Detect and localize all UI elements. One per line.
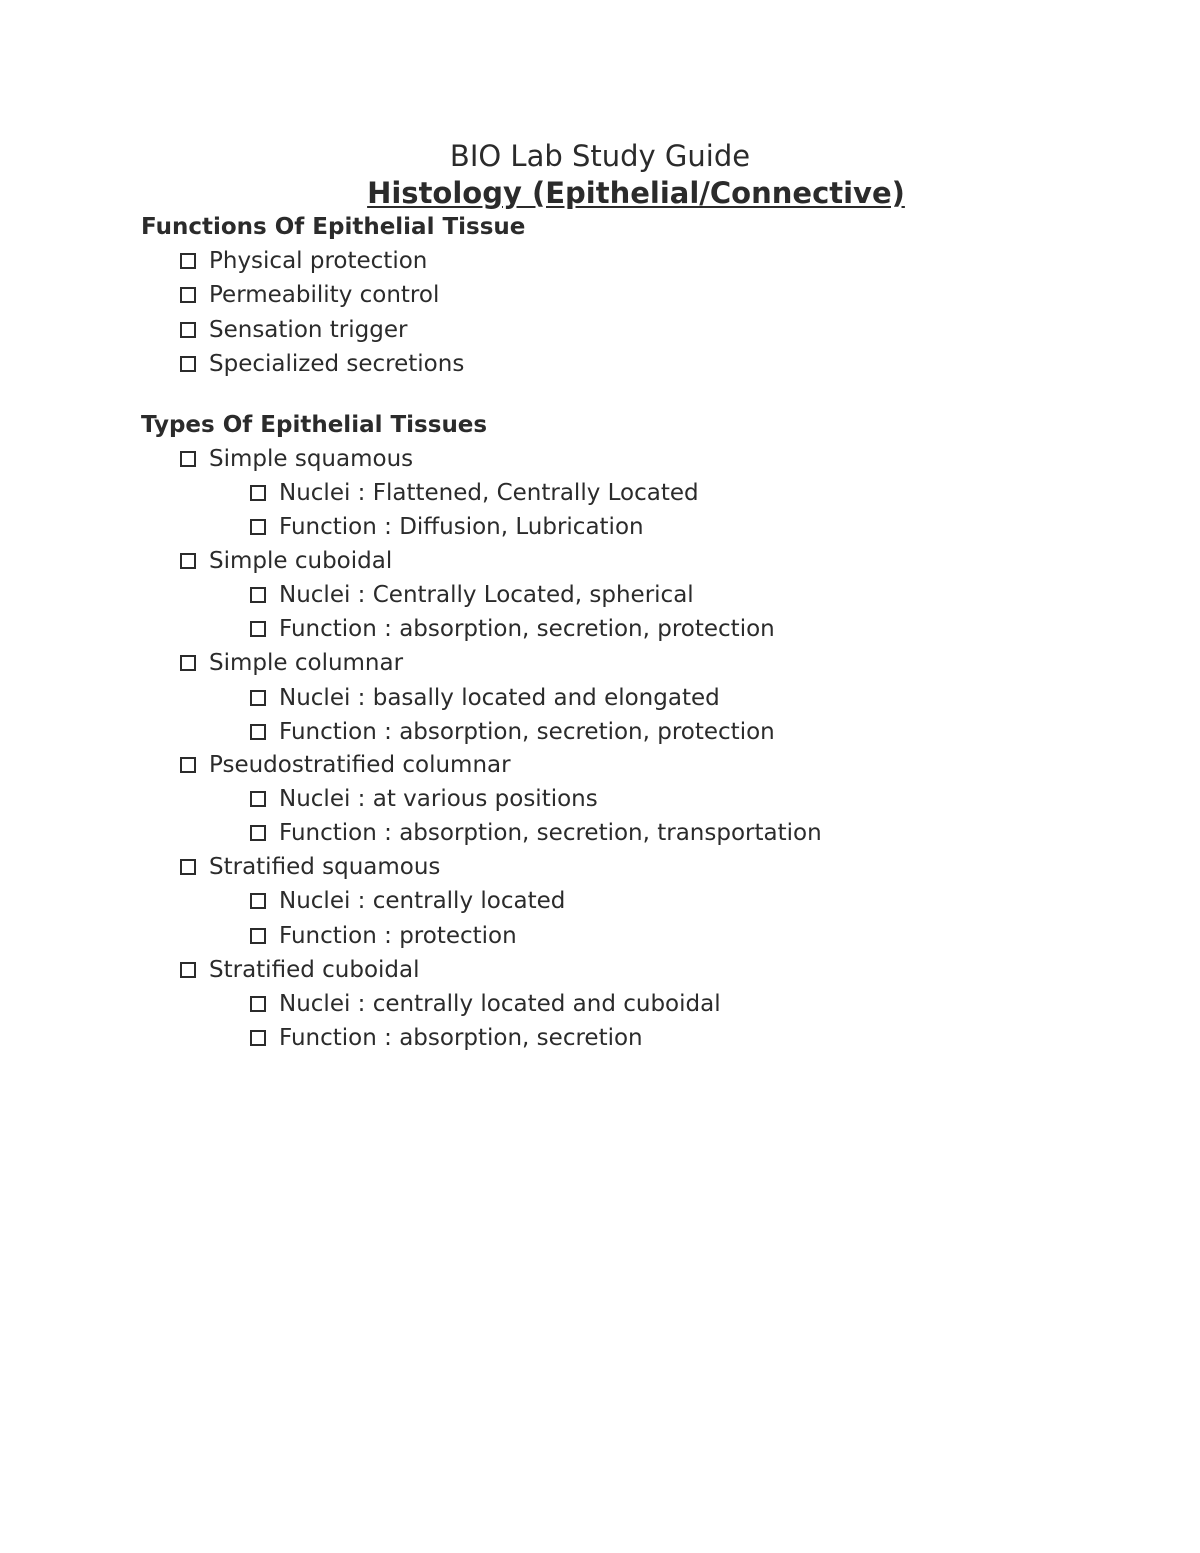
list-subitem-label: Function : absorption, secretion: [279, 1025, 643, 1051]
list-item: [180, 647, 403, 679]
checkbox-icon[interactable]: [250, 928, 266, 944]
list-item-label: Physical protection: [209, 248, 428, 274]
list-item: [180, 954, 420, 986]
list-subitem-label: Nuclei : basally located and elongated: [279, 685, 720, 711]
checkbox-icon[interactable]: [250, 485, 266, 501]
list-item-label: Pseudostratified columnar: [209, 752, 511, 778]
checkbox-icon[interactable]: [250, 519, 266, 535]
list-subitem: [250, 1022, 643, 1054]
list-subitem: [250, 783, 598, 815]
list-item-label: Stratified cuboidal: [209, 957, 420, 983]
checkbox-icon[interactable]: [250, 1030, 266, 1046]
list-subitem: [250, 716, 775, 748]
checkbox-icon[interactable]: [180, 757, 196, 773]
checkbox-icon[interactable]: [180, 287, 196, 303]
list-item: [180, 851, 440, 883]
list-subitem-label: Function : absorption, secretion, transportation: [279, 820, 822, 846]
list-item: [180, 443, 413, 475]
list-item-label: Simple squamous: [209, 446, 414, 472]
checkbox-icon[interactable]: [250, 791, 266, 807]
checkbox-icon[interactable]: [250, 825, 266, 841]
list-subitem-label: Nuclei : at various positions: [279, 786, 598, 812]
checkbox-icon[interactable]: [250, 996, 266, 1012]
list-item-label: Simple columnar: [209, 650, 404, 676]
checkbox-icon[interactable]: [180, 962, 196, 978]
list-subitem-label: Nuclei : centrally located: [279, 888, 566, 914]
list-item-label: Specialized secretions: [209, 351, 465, 377]
list-subitem-label: Function : Diffusion, Lubrication: [279, 514, 644, 540]
list-item-label: Simple cuboidal: [209, 548, 393, 574]
list-item: [180, 545, 392, 577]
checkbox-icon[interactable]: [180, 859, 196, 875]
list-item: [180, 749, 511, 781]
list-subitem: [250, 477, 699, 509]
checkbox-icon[interactable]: [250, 587, 266, 603]
list-subitem: [250, 511, 644, 543]
list-subitem: [250, 682, 720, 714]
section-heading-types: Types Of Epithelial Tissues: [141, 412, 488, 438]
checkbox-icon[interactable]: [180, 655, 196, 671]
checkbox-icon[interactable]: [180, 356, 196, 372]
document-subtitle: Histology (Epithelial/Connective): [367, 176, 905, 210]
list-subitem: [250, 885, 565, 917]
list-subitem: [250, 579, 694, 611]
list-subitem-label: Function : absorption, secretion, protection: [279, 616, 775, 642]
list-item: [180, 348, 464, 380]
list-subitem-label: Function : protection: [279, 923, 517, 949]
list-subitem-label: Function : absorption, secretion, protection: [279, 719, 775, 745]
section-heading-functions: Functions Of Epithelial Tissue: [141, 214, 526, 240]
list-subitem-label: Nuclei : Centrally Located, spherical: [279, 582, 694, 608]
list-subitem: [250, 613, 775, 645]
list-item-label: Permeability control: [209, 282, 440, 308]
document-title: BIO Lab Study Guide: [449, 139, 751, 173]
checkbox-icon[interactable]: [250, 621, 266, 637]
list-item: [180, 279, 439, 311]
checkbox-icon[interactable]: [180, 553, 196, 569]
list-item-label: Stratified squamous: [209, 854, 441, 880]
list-item: [180, 314, 407, 346]
checkbox-icon[interactable]: [250, 690, 266, 706]
list-subitem-label: Nuclei : Flattened, Centrally Located: [279, 480, 699, 506]
checkbox-icon[interactable]: [180, 451, 196, 467]
list-subitem: [250, 920, 517, 952]
list-subitem: [250, 817, 822, 849]
list-item-label: Sensation trigger: [209, 317, 408, 343]
checkbox-icon[interactable]: [180, 322, 196, 338]
list-item: [180, 245, 427, 277]
checkbox-icon[interactable]: [250, 724, 266, 740]
checkbox-icon[interactable]: [180, 253, 196, 269]
list-subitem: [250, 988, 721, 1020]
checkbox-icon[interactable]: [250, 893, 266, 909]
list-subitem-label: Nuclei : centrally located and cuboidal: [279, 991, 721, 1017]
